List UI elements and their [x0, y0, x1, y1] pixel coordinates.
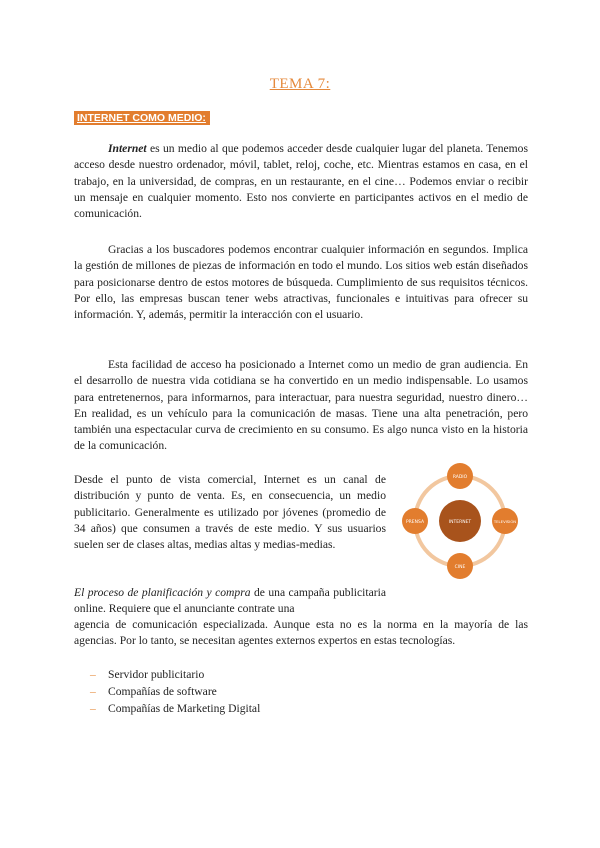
- diagram-center-label: INTERNET: [448, 520, 472, 525]
- media-diagram-svg: [392, 458, 528, 584]
- list-item: – Compañías de software: [90, 685, 217, 698]
- diagram-label-right: TELEVISIÓN: [493, 519, 517, 524]
- planning-term: El proceso de planificación y compra: [74, 586, 251, 599]
- paragraph-text: de una campaña publicitaria online. Requiere que el anunciante contrate una: [74, 586, 386, 616]
- paragraph-audience: [74, 357, 528, 455]
- paragraph-planning-end: agencia de comunicación especializada. Aunque esta no es la norma en la mayoría de las agencias. Por lo tanto, se necesitan agentes externos expertos en estas tecnologías.: [74, 618, 528, 648]
- paragraph-text: Esta facilidad de acceso ha posicionado a Internet como un medio de gran audiencia. En el desarrollo de nuestra vida cotidiana se ha convertido en un medio indispensable. Lo usamos para entretenernos, para informarnos, para interactuar, para nuestra seguridad, nuestro dinero… En realidad, es un vehículo para la comunicación de masas. Tiene una alta penetración, pero también una espectacular curva de crecimiento en su consumo. Es algo nunca visto en la historia de la comunicación.: [74, 358, 528, 453]
- dash-bullet: –: [90, 685, 96, 698]
- dash-bullet: –: [90, 702, 96, 715]
- diagram-label-top: RADIO: [452, 475, 468, 480]
- paragraph-text: Gracias a los buscadores podemos encontrar cualquier información en segundos. Implica la gestión de millones de piezas de información en todo el mundo. Los sitios web están diseñados para posicionarse dentro de estos motores de búsqueda. Cumplimiento de sus requisitos técnicos. Por ello, las empresas buscan tener webs atractivas, funcionales e intuitivas para ofrecer su información. Y, además, permitir la interacción con el usuario.: [74, 243, 528, 322]
- paragraph-internet-medium: [74, 141, 528, 222]
- diagram-label-left: PRENSA: [405, 520, 425, 525]
- list-item: – Servidor publicitario: [90, 668, 205, 681]
- diagram-label-bottom: CINE: [454, 565, 466, 570]
- media-diagram: [392, 458, 528, 584]
- paragraph-search-engines: [74, 242, 528, 323]
- paragraph-planning-start: [74, 585, 386, 618]
- paragraph-text: es un medio al que podemos acceder desde cualquier lugar del planeta. Tenemos acceso desde nuestro ordenador, móvil, tablet, reloj, coche, etc. Mientras estamos en casa, en el trabajo, en la universidad, de compras, en un restaurante, en el cine… Podemos enviar o recibir un mensaje en cualquier momento. Esto nos convierte en participantes activos en el medio de comunicación.: [74, 142, 528, 221]
- internet-term: Internet: [108, 142, 147, 155]
- page-title: TEMA 7:: [269, 76, 331, 92]
- dash-bullet: –: [90, 668, 96, 681]
- section-heading: INTERNET COMO MEDIO:: [74, 111, 210, 125]
- paragraph-commercial: Desde el punto de vista comercial, Internet es un canal de distribución y punto de venta. Es, en consecuencia, un medio publicitario. Generalmente es utilizado por jóvenes (promedio de 34 años) que consumen a través de este medio. Y sus usuarios suelen ser de clases altas, medias altas y medias-medias.: [74, 473, 386, 552]
- agents-list: [74, 666, 260, 717]
- list-item: – Compañías de Marketing Digital: [90, 702, 261, 715]
